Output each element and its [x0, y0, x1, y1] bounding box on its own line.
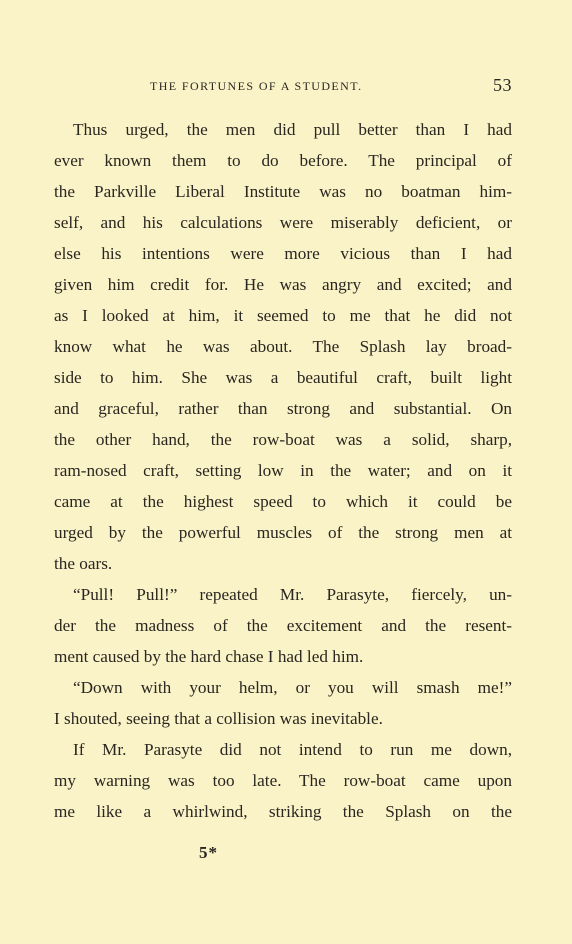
text-line: else his intentions were more vicious than I had	[54, 244, 512, 263]
text-line: urged by the powerful muscles of the strong men at	[54, 523, 512, 542]
text-line: the oars.	[54, 554, 113, 573]
text-line: “Down with your helm, or you will smash me!”	[73, 678, 512, 697]
text-line: der the madness of the excitement and the resent-	[54, 616, 512, 635]
text-line: ever known them to do before. The principal of	[54, 151, 512, 170]
text-line: know what he was about. The Splash lay broad-	[54, 337, 512, 356]
text-line: “Pull! Pull!” repeated Mr. Parasyte, fiercely, un-	[73, 585, 512, 604]
text-line: and graceful, rather than strong and substantial. On	[54, 399, 512, 418]
text-line: Thus urged, the men did pull better than I had	[73, 120, 512, 139]
text-line: side to him. She was a beautiful craft, built light	[54, 368, 512, 387]
page-number: 53	[493, 75, 512, 95]
running-head	[54, 76, 512, 96]
body-text	[54, 114, 512, 827]
text-line: the Parkville Liberal Institute was no boatman him-	[54, 182, 512, 201]
running-title: THE FORTUNES OF A STUDENT.	[150, 79, 363, 93]
text-line: came at the highest speed to which it could be	[54, 492, 512, 511]
text-line: the other hand, the row-boat was a solid, sharp,	[54, 430, 512, 449]
text-line: my warning was too late. The row-boat came upon	[54, 771, 512, 790]
text-line: If Mr. Parasyte did not intend to run me down,	[73, 740, 512, 759]
signature-mark: 5*	[199, 843, 218, 862]
text-line: I shouted, seeing that a collision was inevitable.	[54, 709, 383, 728]
text-line: ram-nosed craft, setting low in the water; and on it	[54, 461, 512, 480]
text-line: me like a whirlwind, striking the Splash on the	[54, 802, 512, 821]
text-line: ment caused by the hard chase I had led him.	[54, 647, 364, 666]
text-line: as I looked at him, it seemed to me that he did not	[54, 306, 512, 325]
text-line: self, and his calculations were miserably deficient, or	[54, 213, 512, 232]
text-line: given him credit for. He was angry and excited; and	[54, 275, 512, 294]
